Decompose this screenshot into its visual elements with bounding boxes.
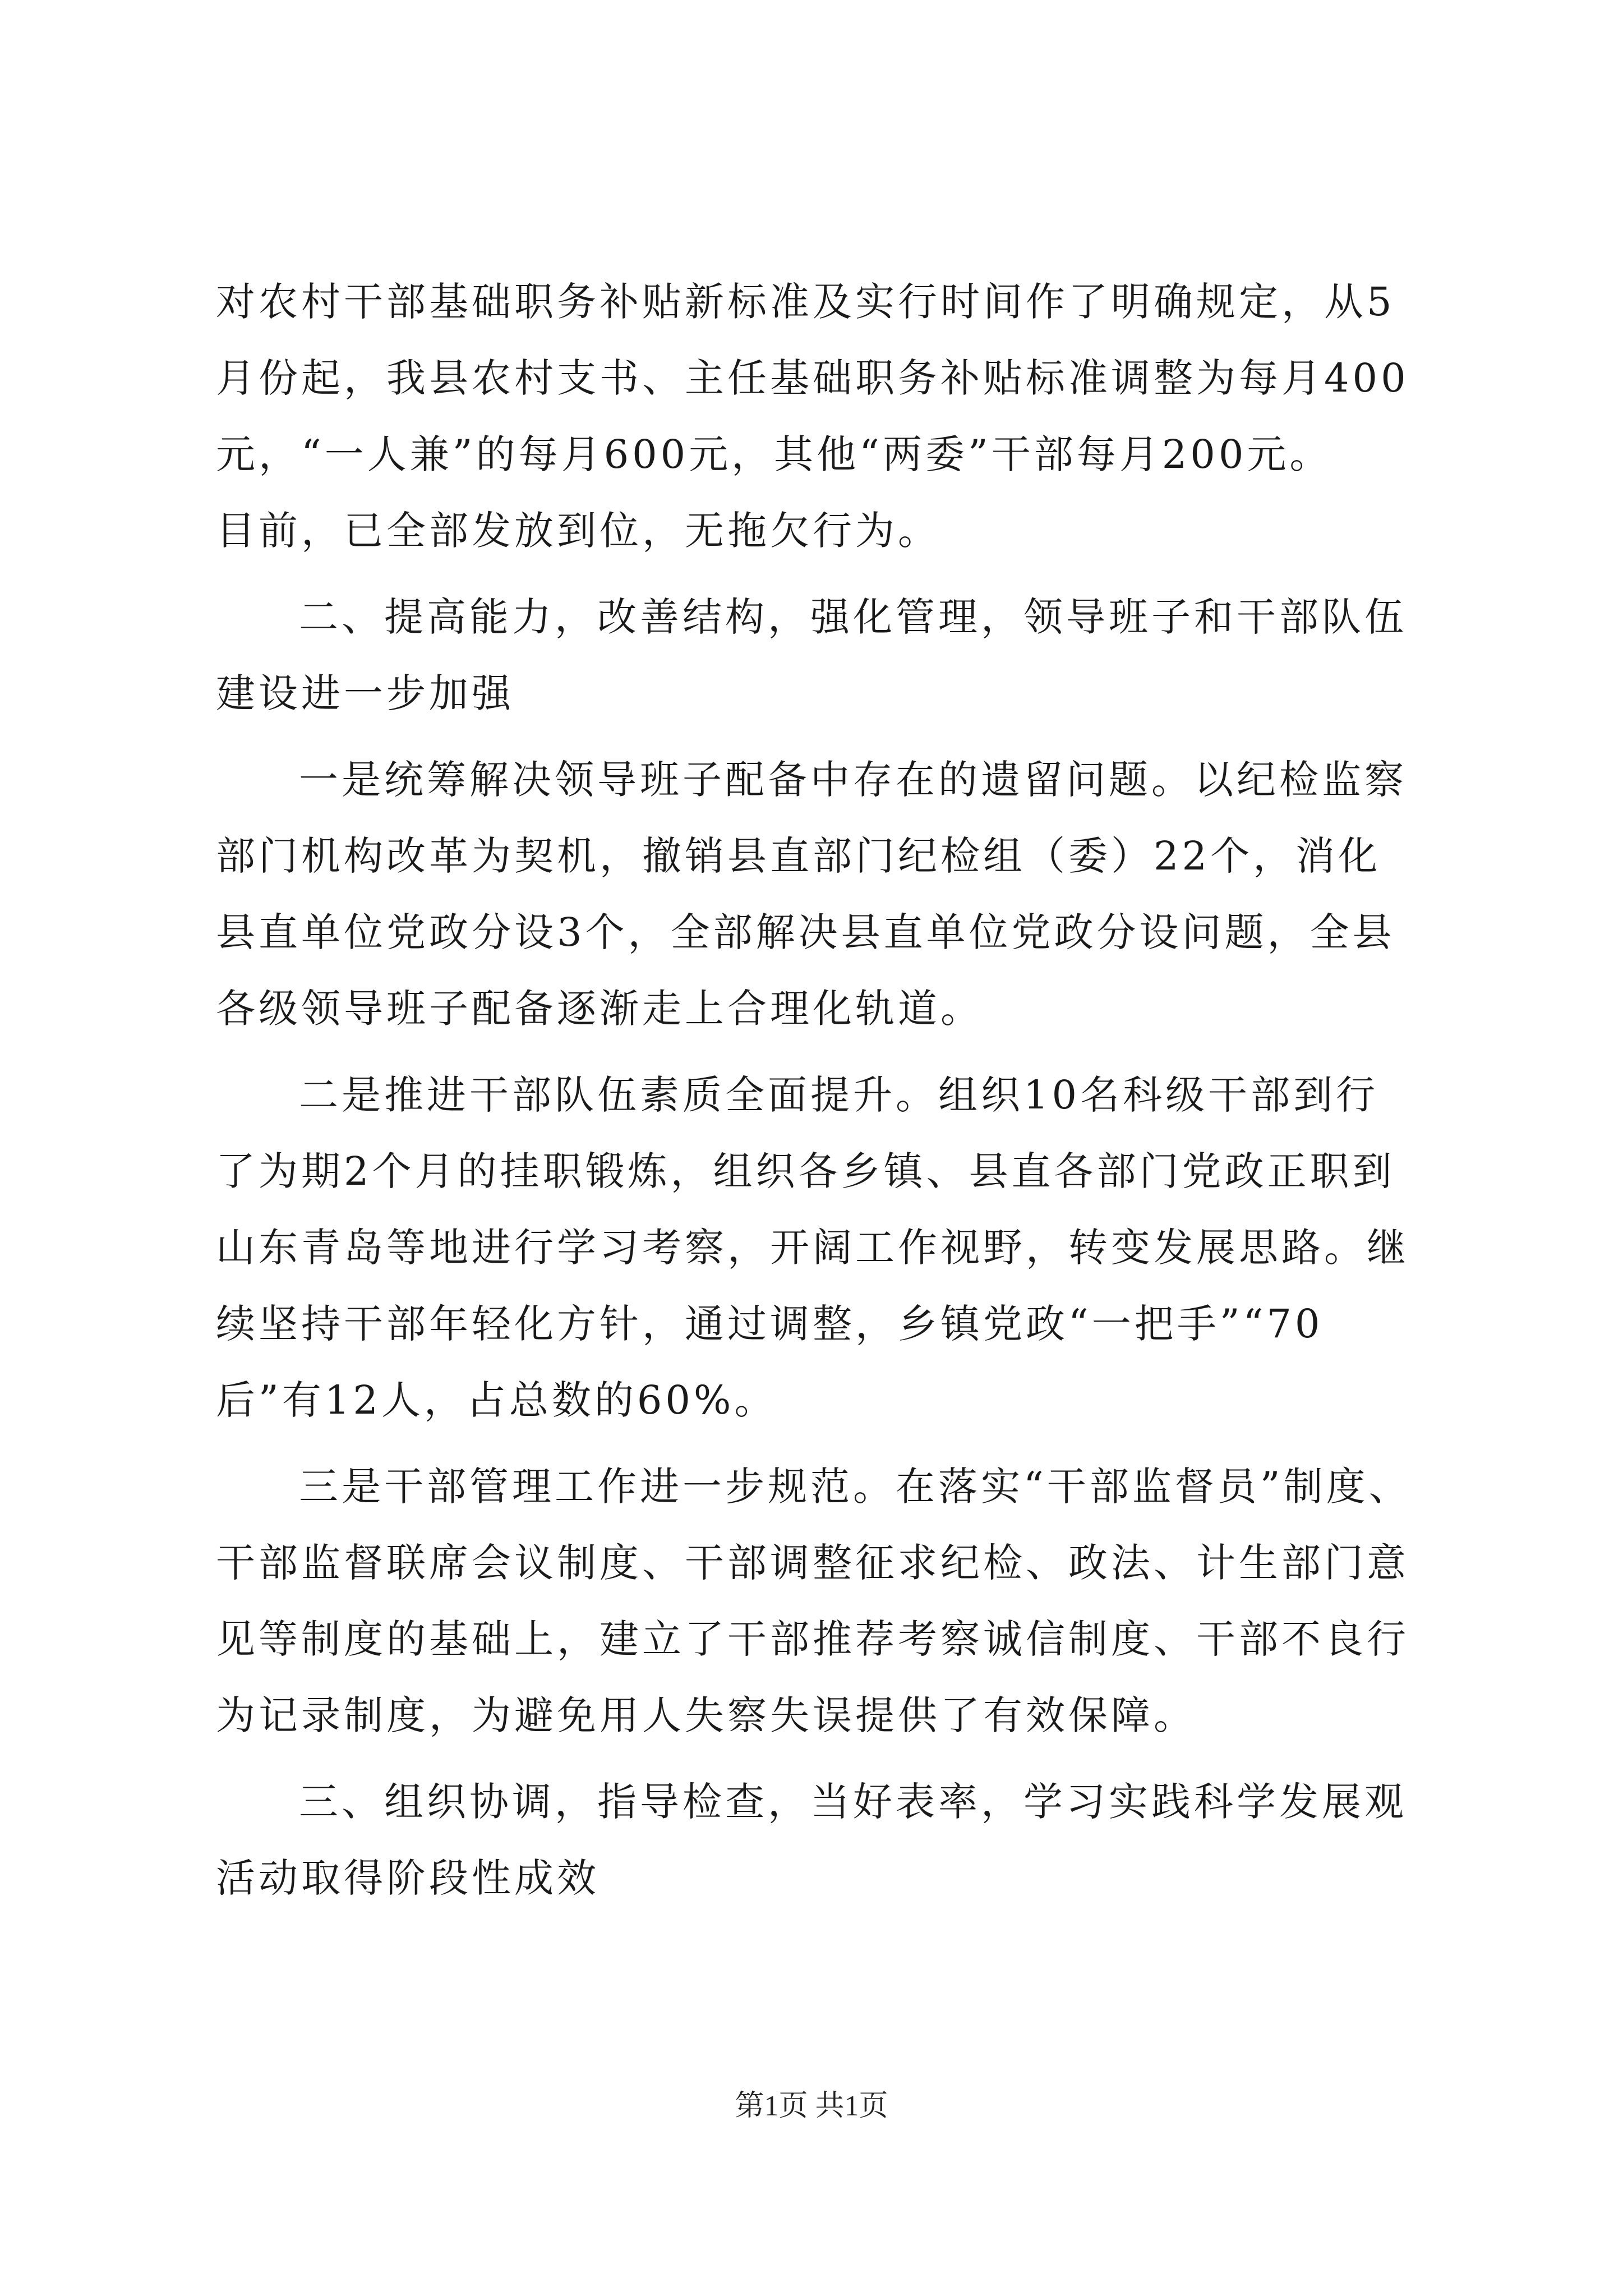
paragraph-line: 三是干部管理工作进一步规范。在落实“干部监督员”制度、 [299,1464,1412,1510]
section-heading-line: 建设进一步加强 [216,670,514,716]
paragraph-line: 一是统筹解决领导班子配备中存在的遗留问题。以纪检监察 [299,757,1407,803]
paragraph-line: 见等制度的基础上，建立了干部推荐考察诚信制度、干部不良行 [216,1616,1409,1662]
section-heading-line: 三、组织协调，指导检查，当好表率，学习实践科学发展观 [299,1779,1407,1825]
document-body [216,264,1422,1916]
paragraph-line: 干部监督联席会议制度、干部调整征求纪检、政法、计生部门意 [216,1540,1409,1586]
section-heading-line: 活动取得阶段性成效 [216,1855,600,1901]
paragraph-line: 后”有12人，占总数的60%。 [216,1377,777,1423]
paragraph-line: 山东青岛等地进行学习考察，开阔工作视野，转变发展思路。继 [216,1225,1409,1271]
paragraph-line: 元，“一人兼”的每月600元，其他“两委”干部每月200元。 [216,431,1332,477]
paragraph-line: 续坚持干部年轻化方针，通过调整，乡镇党政“一把手”“70 [216,1301,1324,1347]
section-heading-line: 二、提高能力，改善结构，强化管理，领导班子和干部队伍 [299,594,1407,640]
paragraph-line: 目前，已全部发放到位，无拖欠行为。 [216,508,940,554]
paragraph-line: 对农村干部基础职务补贴新标准及实行时间作了明确规定，从5 [216,279,1395,325]
page-footer: 第1页 共1页 [735,2090,888,2122]
paragraph-line: 各级领导班子配备逐渐走上合理化轨道。 [216,986,983,1032]
paragraph-line: 月份起，我县农村支书、主任基础职务补贴标准调整为每月400 [216,355,1409,401]
paragraph-line: 了为期2个月的挂职锻炼，组织各乡镇、县直各部门党政正职到 [216,1148,1395,1194]
paragraph-line: 为记录制度，为避免用人失察失误提供了有效保障。 [216,1692,1196,1738]
paragraph-line: 县直单位党政分设3个，全部解决县直单位党政分设问题，全县 [216,909,1395,955]
paragraph-line: 部门机构改革为契机，撤销县直部门纪检组（委）22个，消化 [216,833,1381,879]
paragraph-line: 二是推进干部队伍素质全面提升。组织10名科级干部到行 [299,1072,1379,1118]
